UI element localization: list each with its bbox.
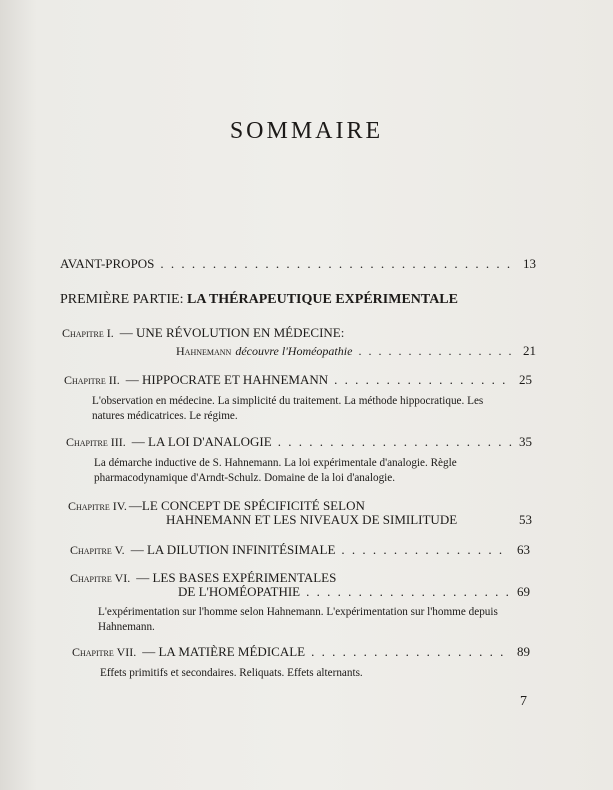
chapter-page: 53 xyxy=(519,512,532,527)
chapter-label: Chapitre VII. xyxy=(72,645,137,659)
chapter-label: Chapitre VI. xyxy=(70,571,131,585)
toc-entry-chapter-6-line2[interactable] xyxy=(178,584,530,600)
chapter-title: — LES BASES EXPÉRIMENTALES xyxy=(136,570,337,585)
chapter-page: 89 xyxy=(517,644,530,659)
leader-dots xyxy=(358,344,516,359)
page-number: 7 xyxy=(520,694,527,709)
chapter-title-line2: DE L'HOMÉOPATHIE xyxy=(178,584,301,599)
avant-propos-page: 13 xyxy=(523,256,536,271)
chapter-title: — LA MATIÈRE MÉDICALE xyxy=(142,644,306,659)
chapter-page: 69 xyxy=(517,584,530,599)
chapter-sub-author: Hahnemann xyxy=(176,344,232,358)
chapter-title: — UNE RÉVOLUTION EN MÉDECINE: xyxy=(119,325,345,340)
chapter-label: Chapitre I. xyxy=(62,326,114,340)
part-title: LA THÉRAPEUTIQUE EXPÉRIMENTALE xyxy=(187,292,458,307)
toc-entry-chapter-4-line2[interactable] xyxy=(166,512,532,528)
toc-entry-chapter-3[interactable] xyxy=(66,434,532,450)
chapter-label: Chapitre III. xyxy=(66,435,126,449)
leader-dots xyxy=(311,644,510,660)
chapter-page: 35 xyxy=(519,434,532,449)
toc-entry-chapter-5[interactable] xyxy=(70,542,530,558)
chapter-page: 25 xyxy=(519,372,532,387)
page-title: SOMMAIRE xyxy=(229,118,384,144)
leader-dots xyxy=(341,542,510,558)
chapter-title-line2: HAHNEMANN ET LES NIVEAUX DE SIMILITUDE xyxy=(166,512,458,527)
leader-dots xyxy=(306,584,510,600)
toc-entry-chapter-2[interactable] xyxy=(64,372,532,388)
leader-dots xyxy=(278,434,512,450)
chapter-description: La démarche inductive de S. Hahnemann. La loi expérimentale d'analogie. Règle pharmacodynamique d'Arndt-Schulz. Domaine de la loi d'analogie. xyxy=(94,457,457,484)
chapter-label: Chapitre IV. xyxy=(68,499,127,513)
chapter-description: L'expérimentation sur l'homme selon Hahnemann. L'expérimentation sur l'homme depuis Hahnemann. xyxy=(98,606,498,633)
toc-entry-chapter-7[interactable] xyxy=(72,644,530,660)
toc-entry-chapter-1[interactable] xyxy=(62,325,502,341)
chapter-title: — LA LOI D'ANALOGIE xyxy=(131,434,272,449)
chapter-title: — LA DILUTION INFINITÉSIMALE xyxy=(130,542,336,557)
leader-dots xyxy=(160,256,516,272)
chapter-page: 63 xyxy=(517,542,530,557)
toc-entry-avant-propos[interactable] xyxy=(60,256,536,272)
leader-dots xyxy=(334,372,512,388)
avant-propos-label: AVANT-PROPOS xyxy=(60,256,155,271)
chapter-label: Chapitre V. xyxy=(70,543,125,557)
chapter-description: L'observation en médecine. La simplicité du traitement. La méthode hippocratique. Les natures médicatrices. Le régime. xyxy=(92,395,484,422)
chapter-label: Chapitre II. xyxy=(64,373,120,387)
chapter-page: 21 xyxy=(523,343,536,358)
part-heading xyxy=(60,292,458,308)
part-prefix: PREMIÈRE PARTIE: xyxy=(60,292,184,307)
toc-entry-chapter-1-sub[interactable] xyxy=(176,343,536,359)
chapter-title: — HIPPOCRATE ET HAHNEMANN xyxy=(125,372,329,387)
chapter-sub-text: découvre l'Homéopathie xyxy=(235,344,353,358)
chapter-title: —LE CONCEPT DE SPÉCIFICITÉ SELON xyxy=(128,498,365,513)
chapter-description: Effets primitifs et secondaires. Reliquats. Effets alternants. xyxy=(100,667,363,679)
